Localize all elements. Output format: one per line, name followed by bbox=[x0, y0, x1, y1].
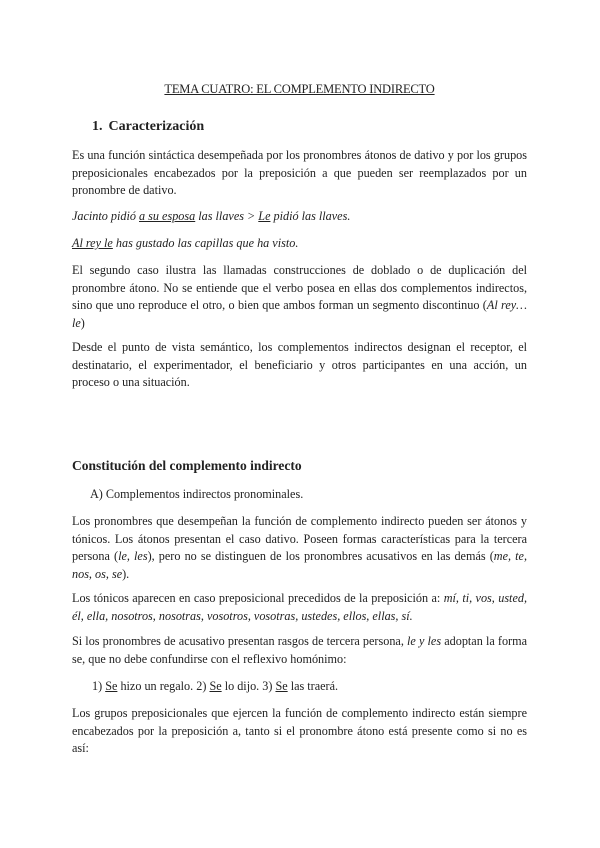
paragraph-semantica: Desde el punto de vista semántico, los complementos indirectos designan el receptor, el destinatario, el experimentador, el beneficiario y otros participantes en una acción, un proceso o una situación. bbox=[72, 340, 527, 389]
example-underlined: Se bbox=[209, 679, 222, 693]
example-text: hizo un regalo. 2) bbox=[117, 679, 210, 693]
paragraph-text: Los pronombres que desempeñan la función de complemento indirecto pueden ser átonos y tónicos. Los átonos presentan el caso dativo. Poseen formas características para la tercera persona ( bbox=[72, 514, 527, 563]
example-text: lo dijo. 3) bbox=[221, 679, 276, 693]
paragraph-text: adoptan la forma se, que no debe confundirse con el reflexivo homónimo: bbox=[72, 634, 527, 666]
paragraph-grupos-preposicionales: Los grupos preposicionales que ejercen la función de complemento indirecto están siempre encabezados por la preposición a, tanto si el pronombre átono está presente como si no es así: bbox=[72, 706, 527, 755]
paragraph-text: ) bbox=[80, 315, 85, 330]
paragraph-text: Los tónicos aparecen en caso preposicional precedidos de la preposición a: bbox=[72, 591, 444, 605]
paragraph-italic: le y les bbox=[407, 634, 442, 648]
example-jacinto bbox=[72, 208, 527, 226]
paragraph-italic: me, te, nos, os, se bbox=[72, 549, 527, 581]
paragraph-italic: Al rey… le bbox=[72, 298, 528, 330]
paragraph-atonos bbox=[72, 513, 527, 583]
example-underlined: a su esposa bbox=[139, 209, 196, 223]
examples-se bbox=[92, 678, 547, 696]
paragraph-italic: mí, ti, vos, usted, él, ella, nosotros, nosotras, vosotros, vosotras, ustedes, ellos, ellas, sí. bbox=[72, 591, 527, 623]
example-number: 1) bbox=[92, 679, 106, 693]
example-al-rey bbox=[72, 235, 527, 253]
paragraph-acusativo bbox=[72, 633, 527, 668]
example-text: pidió las llaves. bbox=[270, 209, 351, 223]
paragraph-text: Si los pronombres de acusativo presentan rasgos de tercera persona, bbox=[72, 634, 408, 648]
paragraph-text: El segundo caso ilustra las llamadas construcciones de doblado o de duplicación del pronombre átono. No se entiende que el verbo posea en ellas dos complementos indirectos, sino que uno reproduce el otro, o bien que ambos forman un segmento discontinuo ( bbox=[72, 263, 527, 312]
paragraph-text: ). bbox=[122, 566, 130, 581]
example-text: Jacinto pidió bbox=[72, 209, 140, 223]
example-underlined: Al rey le bbox=[72, 236, 113, 250]
paragraph-definition: Es una función sintáctica desempeñada por los pronombres átonos de dativo y por los grupos preposicionales encabezados por la preposición a que pueden ser reemplazados por un pronombre de dativo. bbox=[72, 148, 527, 197]
paragraph-doblado bbox=[72, 262, 527, 332]
page-title: TEMA CUATRO: EL COMPLEMENTO INDIRECTO bbox=[164, 82, 435, 96]
section-heading-text: Caracterización bbox=[108, 119, 205, 134]
example-underlined: Le bbox=[258, 209, 271, 223]
list-item-a: A) Complementos indirectos pronominales. bbox=[90, 487, 304, 501]
example-text: las traerá. bbox=[287, 679, 339, 693]
section-heading-caracterizacion bbox=[92, 119, 204, 135]
example-underlined: Se bbox=[275, 679, 288, 693]
example-text: has gustado las capillas que ha visto. bbox=[112, 236, 299, 250]
example-text: las llaves > bbox=[195, 209, 259, 223]
paragraph-text: ), pero no se distinguen de los pronombres acusativos en las demás ( bbox=[147, 549, 494, 563]
paragraph-italic: le, les bbox=[118, 549, 148, 563]
section-number: 1. bbox=[92, 119, 103, 134]
example-underlined: Se bbox=[105, 679, 118, 693]
paragraph-tonicos bbox=[72, 590, 527, 625]
section-heading-constitucion: Constitución del complemento indirecto bbox=[72, 458, 302, 473]
